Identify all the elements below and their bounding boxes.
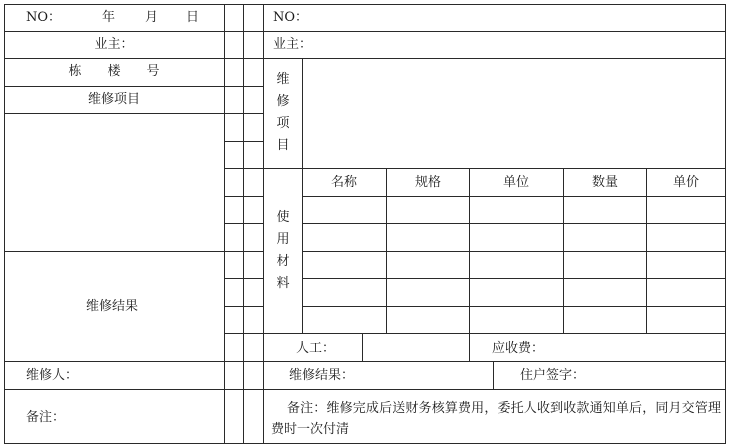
border-top: [4, 4, 726, 5]
rule: [224, 168, 726, 169]
rule: [302, 278, 726, 279]
labor-value-cell[interactable]: [363, 334, 468, 360]
labor-label: 人工：: [296, 341, 336, 356]
rule: [302, 251, 726, 252]
rule: [4, 361, 726, 362]
right-remark-text: 备注：维修完成后送财务核算费用，委托人收到收款通知单后，同月交管理费时一次付清: [271, 401, 721, 437]
border-bottom: [4, 443, 726, 444]
left-owner-label: 业主：: [94, 37, 134, 52]
receivable-value-cell[interactable]: [564, 334, 725, 360]
material-col-name: 名称: [330, 175, 358, 190]
material-col-spec: 规格: [414, 175, 442, 190]
left-day-label: 日: [186, 10, 200, 25]
right-materials-vertical-label: 使用材料: [276, 210, 290, 291]
material-col-price: 单价: [672, 175, 700, 190]
material-col-unit: 单位: [502, 175, 530, 190]
left-repair-item-content[interactable]: [5, 114, 223, 250]
rule: [302, 306, 726, 307]
left-month-label: 月: [145, 10, 159, 25]
rule: [224, 4, 225, 444]
left-repairer-label: 维修人：: [26, 368, 79, 383]
right-result-label: 维修结果：: [289, 368, 355, 383]
rule: [4, 389, 726, 390]
left-building-label: 栋 楼 号: [68, 64, 160, 79]
rule: [386, 168, 387, 334]
left-repair-result-label: 维修结果: [85, 299, 139, 314]
rule: [563, 168, 564, 334]
rule: [4, 31, 726, 32]
right-owner-label: 业主：: [273, 37, 313, 52]
right-repair-item-content[interactable]: [303, 59, 725, 167]
rule: [646, 168, 647, 334]
rule: [469, 168, 470, 362]
right-no-label: NO：: [273, 10, 309, 25]
material-col-qty: 数量: [591, 175, 619, 190]
left-repair-item-label: 维修项目: [87, 92, 141, 107]
right-repair-item-vertical-label: 维修项目: [276, 72, 290, 153]
left-year-label: 年: [102, 10, 116, 25]
border-right: [725, 4, 726, 444]
rule: [243, 4, 244, 444]
left-remark-label: 备注：: [26, 410, 66, 425]
rule: [302, 223, 726, 224]
receivable-label: 应收费：: [492, 341, 545, 356]
resident-sign-label: 住户签字：: [520, 368, 586, 383]
rule: [493, 361, 494, 390]
rule: [302, 196, 726, 197]
left-no-label: NO：: [26, 10, 62, 25]
rule: [263, 4, 264, 444]
